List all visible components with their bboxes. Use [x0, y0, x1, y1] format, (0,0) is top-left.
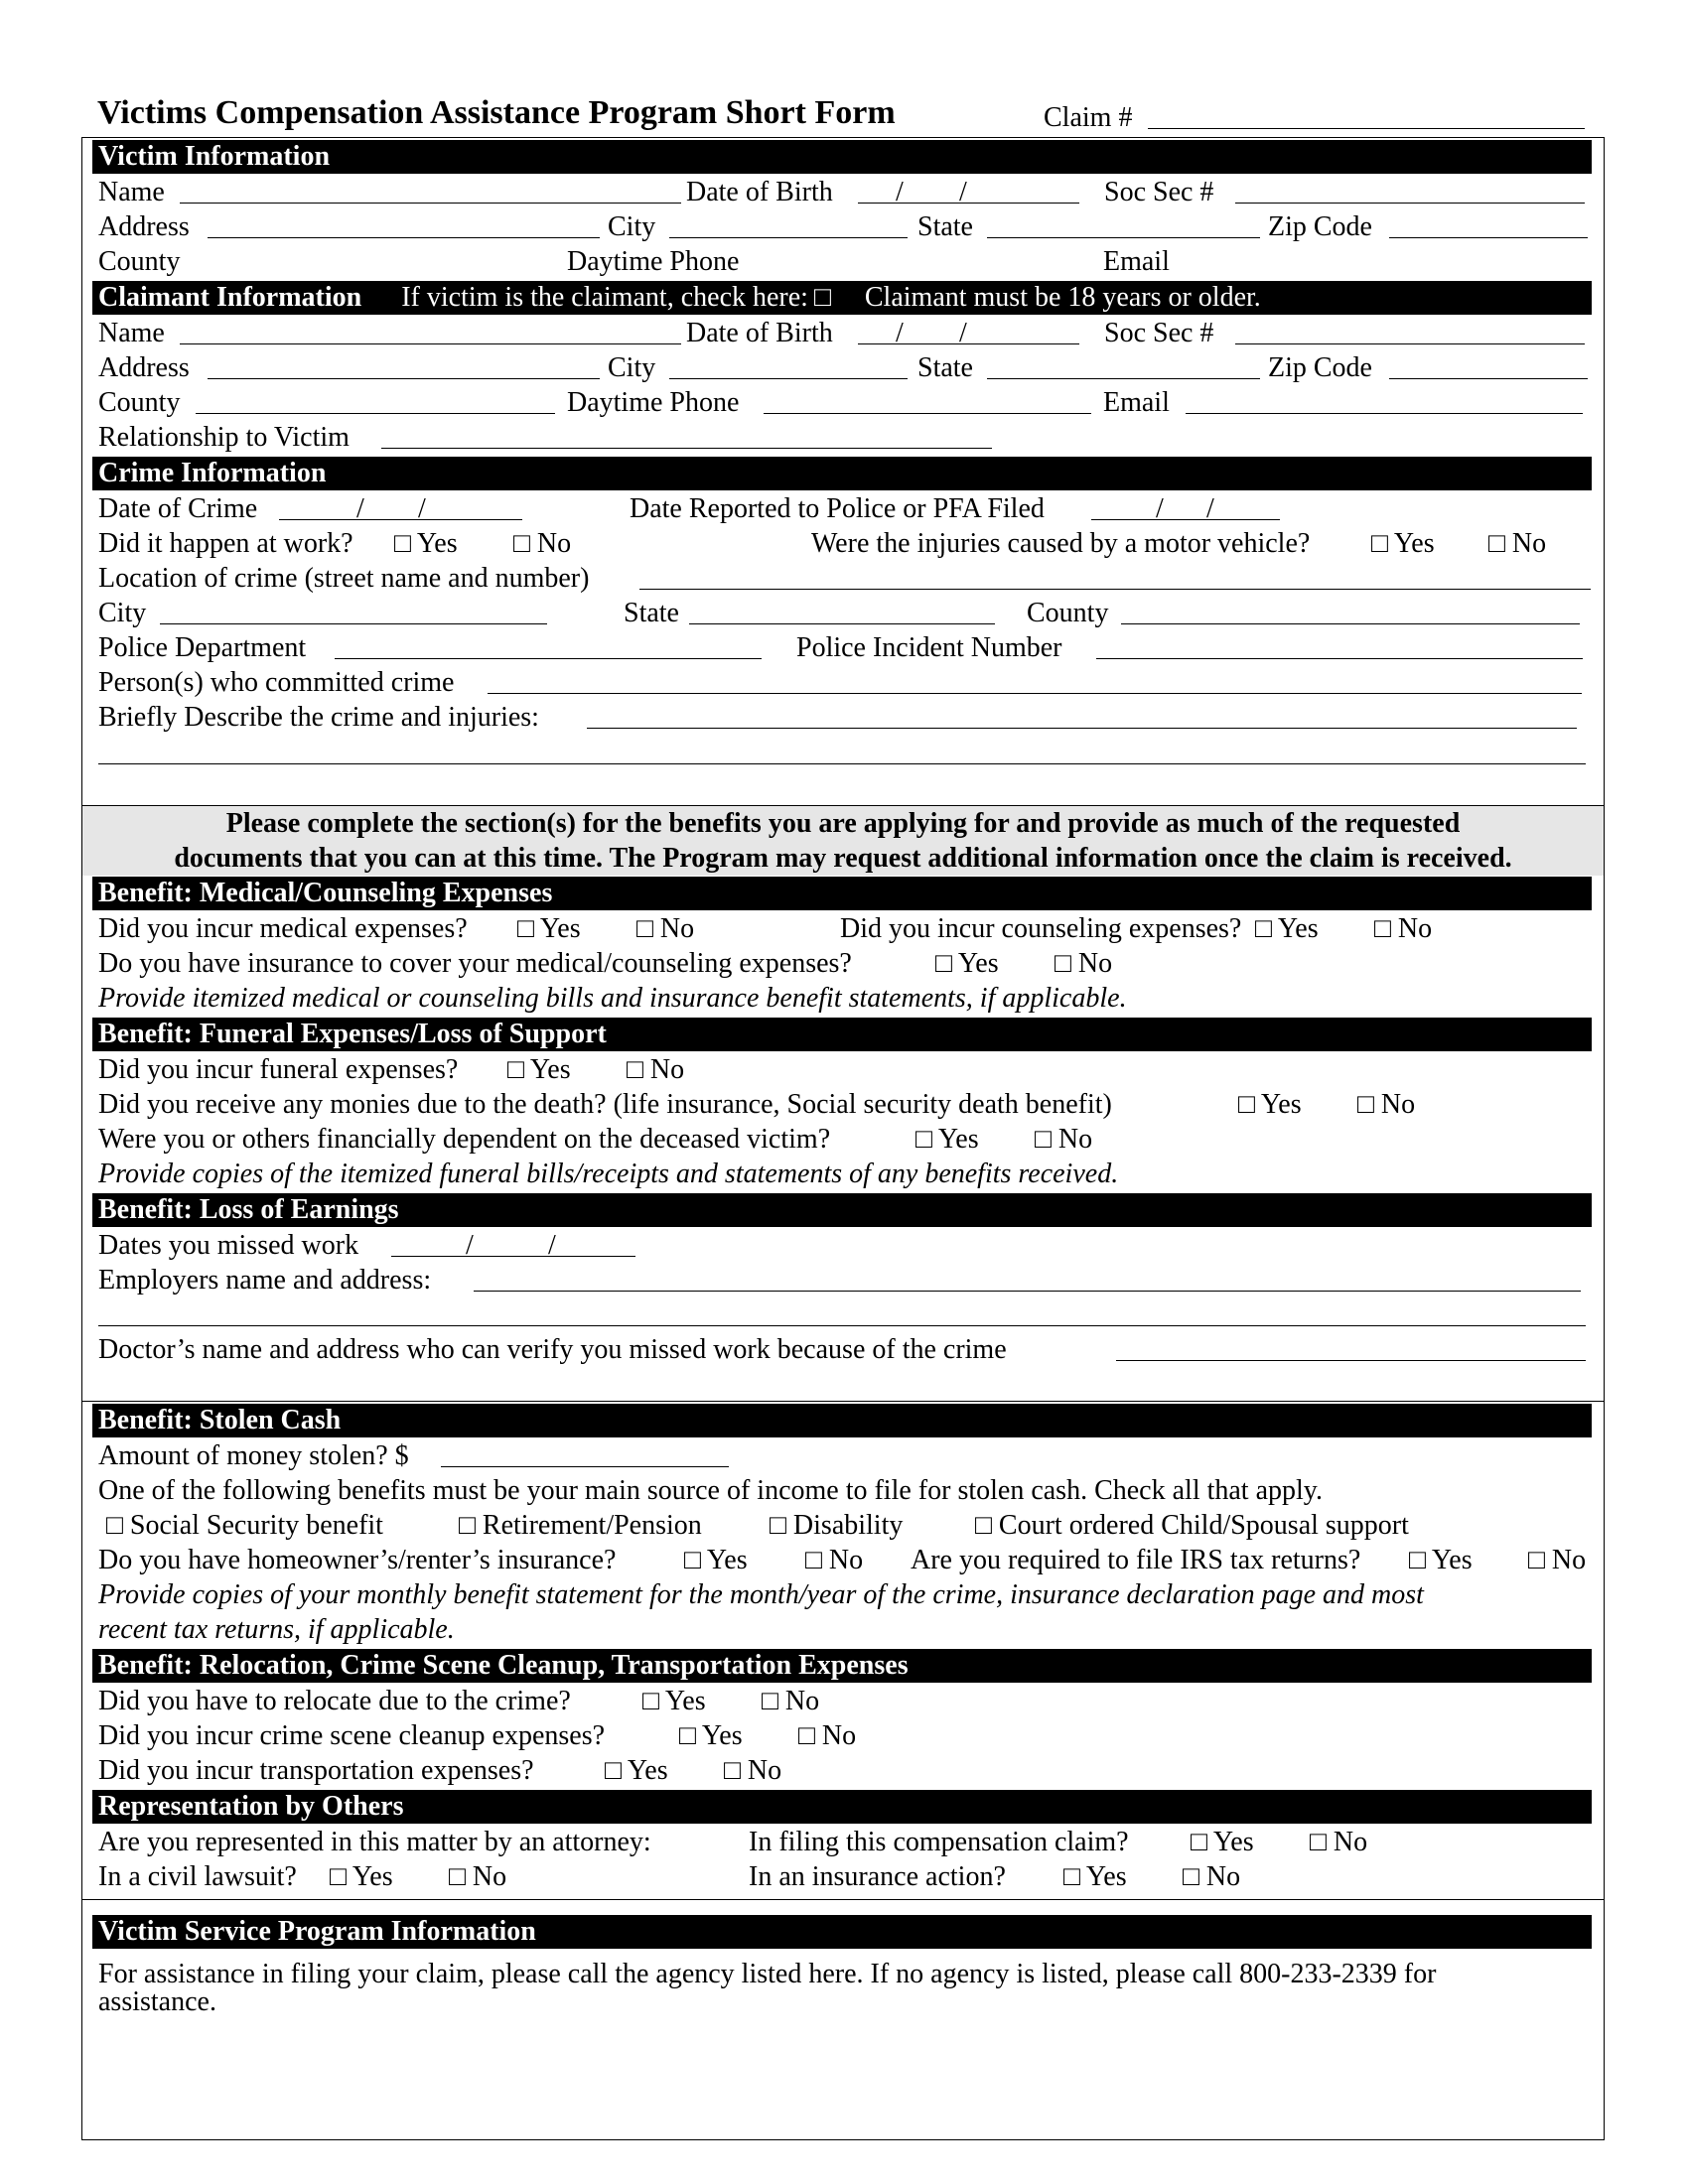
relocation-q2-label: Did you incur crime scene cleanup expenses?	[98, 1720, 606, 1751]
medical-q3-label: Do you have insurance to cover your medical/counseling expenses?	[98, 948, 852, 979]
claimant-name-field[interactable]	[180, 343, 681, 344]
funeral-q2-label: Did you receive any monies due to the death? (life insurance, Social security death benefit)	[98, 1089, 1112, 1120]
funeral-row-1	[98, 1053, 1588, 1087]
funeral-q2-yes[interactable]: □ Yes	[1238, 1089, 1302, 1120]
cash-row-insurance	[98, 1544, 1588, 1577]
victim-zip-label: Zip Code	[1268, 211, 1372, 242]
claimant-ssn-label: Soc Sec #	[1104, 318, 1214, 348]
medical-q3-yes[interactable]: □ Yes	[935, 948, 999, 979]
crime-motor-no[interactable]: □ No	[1488, 528, 1547, 559]
claimant-row-county	[98, 386, 1588, 420]
crime-state-label: State	[624, 598, 679, 628]
crime-motor-label: Were the injuries caused by a motor vehicle?	[811, 528, 1311, 559]
cash-opt-court-ordered[interactable]: □ Court ordered Child/Spousal support	[975, 1510, 1409, 1541]
relocation-q3-yes[interactable]: □ Yes	[605, 1755, 668, 1786]
claimant-phone-field[interactable]	[764, 413, 1091, 414]
crime-reported-field[interactable]	[1091, 519, 1280, 520]
earnings-employer-field[interactable]	[474, 1291, 1581, 1292]
funeral-q2-no[interactable]: □ No	[1357, 1089, 1416, 1120]
crime-describe-field-2[interactable]	[98, 763, 1586, 764]
victim-city-label: City	[608, 211, 656, 242]
claimant-dob-field[interactable]	[858, 343, 1079, 344]
representation-q1-label: Are you represented in this matter by an attorney:	[98, 1827, 651, 1857]
claimant-name-label: Name	[98, 318, 165, 348]
funeral-row-2	[98, 1088, 1588, 1122]
crime-row-persons	[98, 666, 1588, 700]
cash-home-yes[interactable]: □ Yes	[684, 1545, 748, 1575]
representation-q3-no[interactable]: □ No	[449, 1861, 507, 1892]
relocation-q2-yes[interactable]: □ Yes	[679, 1720, 743, 1751]
service-header: Victim Service Program Information	[92, 1915, 1592, 1949]
representation-q3-yes[interactable]: □ Yes	[330, 1861, 393, 1892]
victim-name-field[interactable]	[180, 203, 681, 204]
claimant-email-field[interactable]	[1186, 413, 1583, 414]
medical-note: Provide itemized medical or counseling bills and insurance benefit statements, if applicable.	[98, 983, 1127, 1014]
claimant-row-address	[98, 351, 1588, 385]
claim-number-field[interactable]	[1148, 128, 1585, 129]
crime-describe-field[interactable]	[587, 728, 1577, 729]
crime-state-field[interactable]	[689, 623, 995, 624]
crime-date-label: Date of Crime	[98, 493, 258, 524]
medical-row-2	[98, 947, 1588, 981]
crime-city-label: City	[98, 598, 147, 628]
earnings-row-employer	[98, 1264, 1588, 1297]
relocation-q1-yes[interactable]: □ Yes	[642, 1686, 706, 1716]
cash-amount-label: Amount of money stolen? $	[98, 1440, 409, 1471]
crime-persons-label: Person(s) who committed crime	[98, 667, 455, 698]
earnings-doctor-label: Doctor’s name and address who can verify you missed work because of the crime	[98, 1334, 1007, 1365]
earnings-doctor-field[interactable]	[1116, 1360, 1586, 1361]
form-frame	[81, 137, 1605, 2140]
crime-incident-field[interactable]	[1096, 658, 1583, 659]
representation-q2-label: In filing this compensation claim?	[749, 1827, 1129, 1857]
cash-row-income: One of the following benefits must be your main source of income to file for stolen cash. Check all that apply.	[98, 1475, 1323, 1506]
funeral-q1-label: Did you incur funeral expenses?	[98, 1054, 459, 1085]
medical-q1-label: Did you incur medical expenses?	[98, 913, 468, 944]
cash-amount-field[interactable]	[441, 1466, 729, 1467]
crime-police-label: Police Department	[98, 632, 307, 663]
crime-incident-label: Police Incident Number	[796, 632, 1062, 663]
relocation-q2-no[interactable]: □ No	[798, 1720, 857, 1751]
cash-irs-yes[interactable]: □ Yes	[1409, 1545, 1473, 1575]
medical-header: Benefit: Medical/Counseling Expenses	[92, 877, 1592, 910]
relocation-q3-no[interactable]: □ No	[724, 1755, 782, 1786]
victim-address-field[interactable]	[208, 237, 600, 238]
form-title: Victims Compensation Assistance Program Short Form	[97, 94, 896, 131]
victim-ssn-label: Soc Sec #	[1104, 177, 1214, 207]
representation-q2-no[interactable]: □ No	[1310, 1827, 1368, 1857]
victim-row-address	[98, 210, 1588, 244]
claimant-zip-field[interactable]	[1389, 378, 1588, 379]
relocation-q1-no[interactable]: □ No	[762, 1686, 820, 1716]
title-row	[97, 94, 1587, 138]
cash-opt-retirement[interactable]: □ Retirement/Pension	[459, 1510, 702, 1541]
crime-at-work-yes[interactable]: □ Yes	[394, 528, 458, 559]
service-separator	[82, 1899, 1604, 1900]
crime-county-field[interactable]	[1121, 623, 1580, 624]
crime-at-work-no[interactable]: □ No	[513, 528, 572, 559]
medical-q2-yes[interactable]: □ Yes	[1255, 913, 1319, 944]
victim-city-field[interactable]	[669, 237, 908, 238]
relocation-q1-label: Did you have to relocate due to the crime?	[98, 1686, 571, 1716]
funeral-row-3	[98, 1123, 1588, 1157]
victim-ssn-field[interactable]	[1235, 203, 1585, 204]
funeral-q3-label: Were you or others financially dependent on the deceased victim?	[98, 1124, 831, 1155]
claimant-relationship-field[interactable]	[381, 448, 992, 449]
medical-q3-no[interactable]: □ No	[1055, 948, 1113, 979]
cash-header: Benefit: Stolen Cash	[92, 1404, 1592, 1437]
relocation-row-2	[98, 1719, 1588, 1753]
representation-q2-yes[interactable]: □ Yes	[1191, 1827, 1254, 1857]
crime-row-city	[98, 597, 1588, 630]
victim-zip-field[interactable]	[1389, 237, 1588, 238]
service-text-2: assistance.	[98, 1986, 216, 2017]
victim-address-label: Address	[98, 211, 190, 242]
cash-row-amount	[98, 1439, 1588, 1473]
victim-state-field[interactable]	[987, 237, 1260, 238]
victim-state-label: State	[917, 211, 973, 242]
earnings-dates-field[interactable]	[391, 1256, 635, 1257]
crime-row-location	[98, 562, 1588, 596]
representation-row-2	[98, 1860, 1588, 1894]
crime-reported-label: Date Reported to Police or PFA Filed	[630, 493, 1045, 524]
representation-q4-label: In an insurance action?	[749, 1861, 1006, 1892]
notice-line-1: Please complete the section(s) for the benefits you are applying for and provide as much of the requested	[225, 808, 1461, 839]
representation-q4-no[interactable]: □ No	[1183, 1861, 1241, 1892]
claimant-ssn-field[interactable]	[1235, 343, 1585, 344]
claimant-email-label: Email	[1103, 387, 1170, 418]
claimant-header: Claimant Information If victim is the claimant, check here: □ Claimant must be 18 years or older.	[92, 281, 1592, 315]
cash-opt-social-security[interactable]: □ Social Security benefit	[106, 1510, 383, 1541]
funeral-q3-no[interactable]: □ No	[1035, 1124, 1093, 1155]
claimant-city-field[interactable]	[669, 378, 908, 379]
representation-q3-label: In a civil lawsuit?	[98, 1861, 297, 1892]
claimant-state-field[interactable]	[987, 378, 1260, 379]
funeral-q1-no[interactable]: □ No	[627, 1054, 685, 1085]
relocation-row-1	[98, 1685, 1588, 1718]
cash-irs-no[interactable]: □ No	[1528, 1545, 1587, 1575]
crime-location-label: Location of crime (street name and number)	[98, 563, 590, 594]
earnings-employer-label: Employers name and address:	[98, 1265, 432, 1296]
claim-label: Claim #	[1044, 102, 1133, 133]
funeral-note: Provide copies of the itemized funeral bills/receipts and statements of any benefits received.	[98, 1159, 1119, 1189]
representation-q4-yes[interactable]: □ Yes	[1063, 1861, 1127, 1892]
earnings-employer-field-2[interactable]	[98, 1325, 1586, 1326]
funeral-q3-yes[interactable]: □ Yes	[915, 1124, 979, 1155]
claimant-county-field[interactable]	[196, 413, 555, 414]
medical-q1-no[interactable]: □ No	[636, 913, 695, 944]
crime-county-label: County	[1027, 598, 1109, 628]
crime-row-describe	[98, 701, 1588, 735]
claimant-state-label: State	[917, 352, 973, 383]
crime-row-date: Date of Crime / / Date Reported to Police or PFA Filed / /	[98, 492, 1588, 526]
crime-persons-field[interactable]	[488, 693, 1582, 694]
relocation-q3-label: Did you incur transportation expenses?	[98, 1755, 534, 1786]
crime-date-field[interactable]	[279, 519, 522, 520]
relocation-row-3	[98, 1754, 1588, 1788]
claimant-address-field[interactable]	[208, 378, 600, 379]
cash-separator	[82, 1401, 1604, 1402]
funeral-header: Benefit: Funeral Expenses/Loss of Support	[92, 1018, 1592, 1051]
representation-header: Representation by Others	[92, 1790, 1592, 1824]
medical-q1-yes[interactable]: □ Yes	[517, 913, 581, 944]
claimant-zip-label: Zip Code	[1268, 352, 1372, 383]
notice-line-2: documents that you can at this time. The Program may request additional information once the claim is received.	[174, 843, 1512, 874]
funeral-q1-yes[interactable]: □ Yes	[507, 1054, 571, 1085]
cash-note-1: Provide copies of your monthly benefit statement for the month/year of the crime, insurance declaration page and most	[98, 1579, 1424, 1610]
claimant-address-label: Address	[98, 352, 190, 383]
cash-opt-disability[interactable]: □ Disability	[770, 1510, 904, 1541]
representation-row-1	[98, 1826, 1588, 1859]
cash-home-label: Do you have homeowner’s/renter’s insurance?	[98, 1545, 617, 1575]
claimant-dob-label: Date of Birth	[686, 318, 833, 348]
victim-row-name: Name Date of Birth / / Soc Sec #	[98, 176, 1588, 209]
earnings-row-dates: Dates you missed work / /	[98, 1229, 1588, 1263]
victim-county-label: County	[98, 246, 181, 277]
earnings-dates-label: Dates you missed work	[98, 1230, 359, 1261]
crime-at-work-label: Did it happen at work?	[98, 528, 353, 559]
medical-q2-label: Did you incur counseling expenses?	[840, 913, 1242, 944]
victim-dob-field[interactable]	[858, 203, 1079, 204]
cash-note-2: recent tax returns, if applicable.	[98, 1614, 455, 1645]
crime-row-police	[98, 631, 1588, 665]
cash-row-options	[98, 1509, 1588, 1543]
earnings-row-doctor	[98, 1333, 1588, 1367]
crime-motor-yes[interactable]: □ Yes	[1371, 528, 1435, 559]
victim-dob-label: Date of Birth	[686, 177, 833, 207]
cash-home-no[interactable]: □ No	[805, 1545, 864, 1575]
crime-header: Crime Information	[92, 457, 1592, 490]
victim-row-county	[98, 245, 1588, 279]
claimant-row-relationship	[98, 421, 1588, 455]
cash-irs-label: Are you required to file IRS tax returns?	[911, 1545, 1361, 1575]
victim-name-label: Name	[98, 177, 165, 207]
victim-phone-label: Daytime Phone	[567, 246, 740, 277]
service-text-1: For assistance in filing your claim, please call the agency listed here. If no agency is listed, please call 800-233-2339 for	[98, 1959, 1437, 1989]
crime-location-field[interactable]	[639, 589, 1591, 590]
victim-header: Victim Information	[92, 140, 1592, 174]
medical-q2-no[interactable]: □ No	[1374, 913, 1433, 944]
claimant-relationship-label: Relationship to Victim	[98, 422, 350, 453]
crime-describe-label: Briefly Describe the crime and injuries:	[98, 702, 539, 733]
crime-row-work	[98, 527, 1588, 561]
crime-police-field[interactable]	[335, 658, 762, 659]
claimant-row-name: Name Date of Birth / / Soc Sec #	[98, 317, 1588, 350]
medical-row-1	[98, 912, 1588, 946]
claimant-county-label: County	[98, 387, 181, 418]
victim-email-label: Email	[1103, 246, 1170, 277]
crime-city-field[interactable]	[160, 623, 547, 624]
relocation-header: Benefit: Relocation, Crime Scene Cleanup, Transportation Expenses	[92, 1649, 1592, 1683]
claimant-phone-label: Daytime Phone	[567, 387, 740, 418]
claimant-city-label: City	[608, 352, 656, 383]
earnings-header: Benefit: Loss of Earnings	[92, 1193, 1592, 1227]
